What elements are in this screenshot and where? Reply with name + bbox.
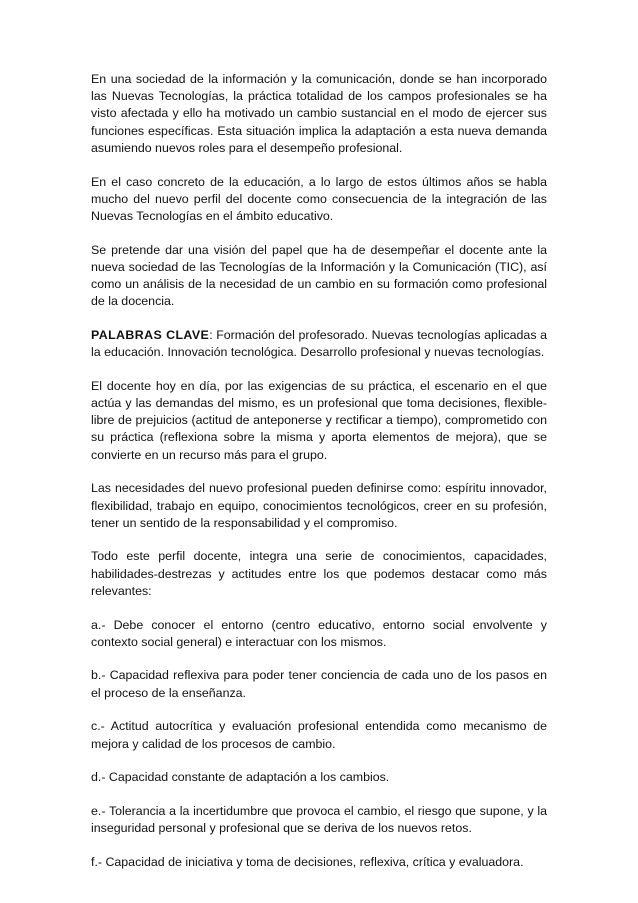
body-paragraph-1: El docente hoy en día, por las exigencias de su práctica, el escenario en el que actúa y las demandas del mismo, es un profesional que toma decisiones, flexible-libre de prejuicios (actitud de anteponerse y rectificar a tiempo), comprometido con su práctica (reflexiona sobre la misma y aporta elementos de mejora), que se convierte en un recurso más para el grupo. (91, 378, 547, 462)
list-item-e: e.- Tolerancia a la incertidumbre que provoca el cambio, el riesgo que supone, y la inseguridad personal y profesional que se deriva de los nuevos retos. (91, 804, 547, 836)
list-item-d: d.- Capacidad constante de adaptación a los cambios. (91, 770, 390, 785)
intro-paragraph-1: En una sociedad de la información y la comunicación, donde se han incorporado las Nuevas Tecnologías, la práctica totalidad de los campos profesionales se ha visto afectada y ello ha motivado un cambio sustancial en el modo de ejercer sus funciones específicas. Esta situación implica la adaptación a esta nueva demanda asumiendo nuevos roles para el desempeño profesional. (91, 72, 547, 155)
intro-paragraph-2: En el caso concreto de la educación, a lo largo de estos últimos años se habla mucho del nuevo perfil del docente como consecuencia de la integración de las Nuevas Tecnologías en el ámbito educativo. (91, 174, 547, 223)
keywords-label: PALABRAS CLAVE (91, 327, 210, 342)
list-item-a: a.- Debe conocer el entorno (centro educativo, entorno social envolvente y contexto social general) e interactuar con los mismos. (91, 617, 547, 649)
keywords-paragraph (91, 327, 547, 361)
document-page (91, 71, 547, 888)
list-item-f: f.- Capacidad de iniciativa y toma de decisiones, reflexiva, crítica y evaluadora. (91, 854, 524, 869)
keywords-text: : Formación del profesorado. Nuevas tecnologías aplicadas a la educación. Innovación tecnológica. Desarrollo profesional y nuevas tecnologías. (91, 327, 547, 360)
intro-paragraph-3: Se pretende dar una visión del papel que ha de desempeñar el docente ante la nueva sociedad de las Tecnologías de la Información y la Comunicación (TIC), así como un análisis de la necesidad de un cambio en su formación como profesional de la docencia. (91, 242, 547, 309)
body-paragraph-2: Las necesidades del nuevo profesional pueden definirse como: espíritu innovador, flexibilidad, trabajo en equipo, conocimientos tecnológicos, creer en su profesión, tener un sentido de la responsabilidad y el compromiso. (91, 481, 547, 530)
list-item-b: b.- Capacidad reflexiva para poder tener conciencia de cada uno de los pasos en el proceso de la enseñanza. (91, 668, 547, 700)
body-paragraph-3: Todo este perfil docente, integra una serie de conocimientos, capacidades, habilidades-destrezas y actitudes entre los que podemos destacar como más relevantes: (91, 549, 547, 598)
list-item-c: c.- Actitud autocrítica y evaluación profesional entendida como mecanismo de mejora y calidad de los procesos de cambio. (91, 719, 547, 751)
